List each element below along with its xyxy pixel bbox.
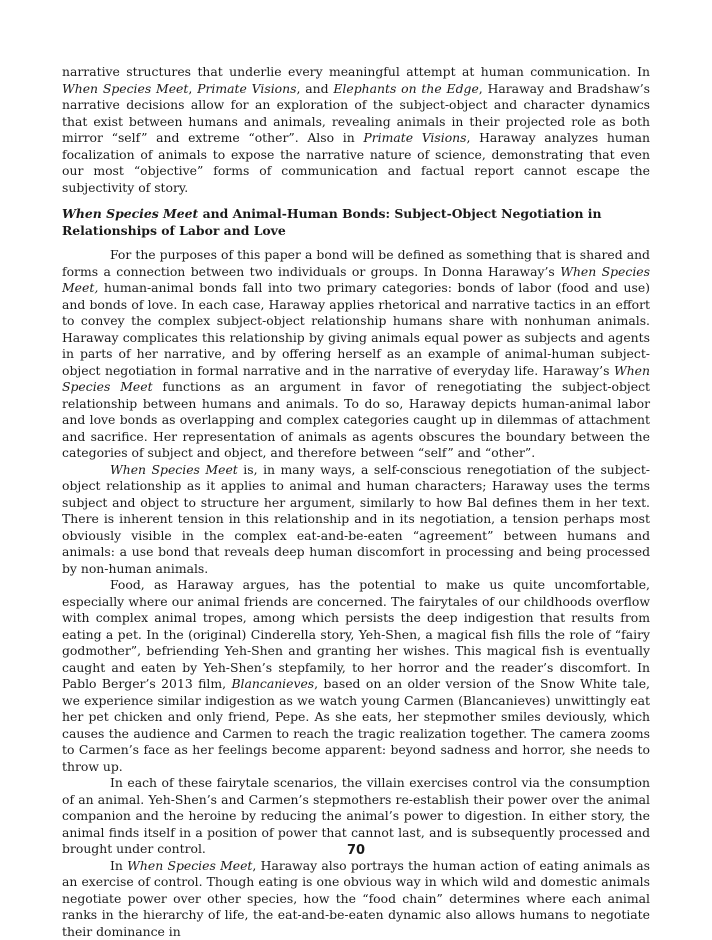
book-title: When Species Meet (127, 858, 252, 873)
film-title: Blancanieves (231, 676, 314, 691)
book-title: When Species Meet (110, 462, 238, 477)
book-title: When Species Meet (62, 363, 650, 395)
page-number: 70 (0, 843, 712, 858)
body-paragraph-2: When Species Meet is, in many ways, a self-conscious renegotiation of the subject-object relationship as it applies to animal and human characters; Haraway uses the terms subject and object to structure her argument, similarly to how Bal defines them in her text. There is inherent tension in this relationship and in its negotiation, a tension perhaps most obviously visible in the complex eat-and-be-eaten “agreement” between humans and animals: a use bond that reveals deep human discomfort in processing and being processed by non-human animals. (62, 462, 650, 578)
body-paragraph-4: In each of these fairytale scenarios, the villain exercises control via the consumption of an animal. Yeh-Shen’s and Carmen’s stepmothers re-establish their power over the animal companion and the heroine by reducing the animal’s power to digestion. In either story, the animal finds itself in a position of power that cannot last, and is subsequently processed and brought under control. (62, 775, 650, 858)
book-title: Primate Visions (363, 130, 466, 145)
body-paragraph-3: Food, as Haraway argues, has the potential to make us quite uncomfortable, especially where our animal friends are concerned. The fairytales of our childhoods overflow with complex animal tropes, among which persists the deep indigestion that results from eating a pet. In the (original) Cinderella story, Yeh-Shen, a magical fish fills the role of “fairy godmother”, befriending Yeh-Shen and granting her wishes. This magical fish is eventually caught and eaten by Yeh-Shen’s stepfamily, to her horror and the reader’s discomfort. In Pablo Berger’s 2013 film, Blancanieves, based on an older version of the Snow White tale, we experience similar indigestion as we watch young Carmen (Blancanieves) unwittingly eat her pet chicken and only friend, Pepe. As she eats, her stepmother smiles deviously, which causes the audience and Carmen to reach the tragic realization together. The camera zooms to Carmen’s face as her feelings become apparent: beyond sadness and horror, she needs to throw up. (62, 577, 650, 775)
book-title: When Species Meet (62, 81, 188, 96)
book-title: When Species Meet, (62, 264, 650, 296)
body-paragraph-5: In When Species Meet, Haraway also portrays the human action of eating animals as an exercise of control. Though eating is one obvious way in which wild and domestic animals negotiate power over other species, how the “food chain” determines where each animal ranks in the hierarchy of life, the eat-and-be-eaten dynamic also allows humans to negotiate their dominance in (62, 858, 650, 940)
book-title: Elephants on the Edge (333, 81, 478, 96)
section-heading-rest: and Animal-Human Bonds: Subject-Object Negotiation in Relationships of Labor and Love (62, 206, 602, 238)
intro-paragraph: narrative structures that underlie every meaningful attempt at human communication. In When Species Meet, Primate Visions, and Elephants on the Edge, Haraway and Bradshaw’s narrative decisions allow for an exploration of the subject-object and character dynamics that exist between humans and animals, revealing animals in their projected role as both mirror “self” and extreme “other”. Also in Primate Visions, Haraway analyzes human focalization of animals to expose the narrative nature of science, demonstrating that even our most “objective” forms of communication and factual report cannot escape the subjectivity of story. (62, 64, 650, 196)
section-heading-title: When Species Meet (62, 206, 198, 221)
page-body (62, 64, 650, 940)
book-title: Primate Visions (197, 81, 296, 96)
section-heading (62, 206, 650, 239)
body-paragraph-1: For the purposes of this paper a bond will be defined as something that is shared and forms a connection between two individuals or groups. In Donna Haraway’s When Species Meet, human-animal bonds fall into two primary categories: bonds of labor (food and use) and bonds of love. In each case, Haraway applies rhetorical and narrative tactics in an effort to convey the complex subject-object relationship humans share with nonhuman animals. Haraway complicates this relationship by giving animals equal power as subjects and agents in parts of her narrative, and by offering herself as an example of animal-human subject-object negotiation in formal narrative and in the narrative of everyday life. Haraway’s When Species Meet functions as an argument in favor of renegotiating the subject-object relationship between humans and animals. To do so, Haraway depicts human-animal labor and love bonds as overlapping and complex categories caught up in dilemmas of attachment and sacrifice. Her representation of animals as agents obscures the boundary between the categories of subject and object, and therefore between “self” and “other”. (62, 247, 650, 462)
